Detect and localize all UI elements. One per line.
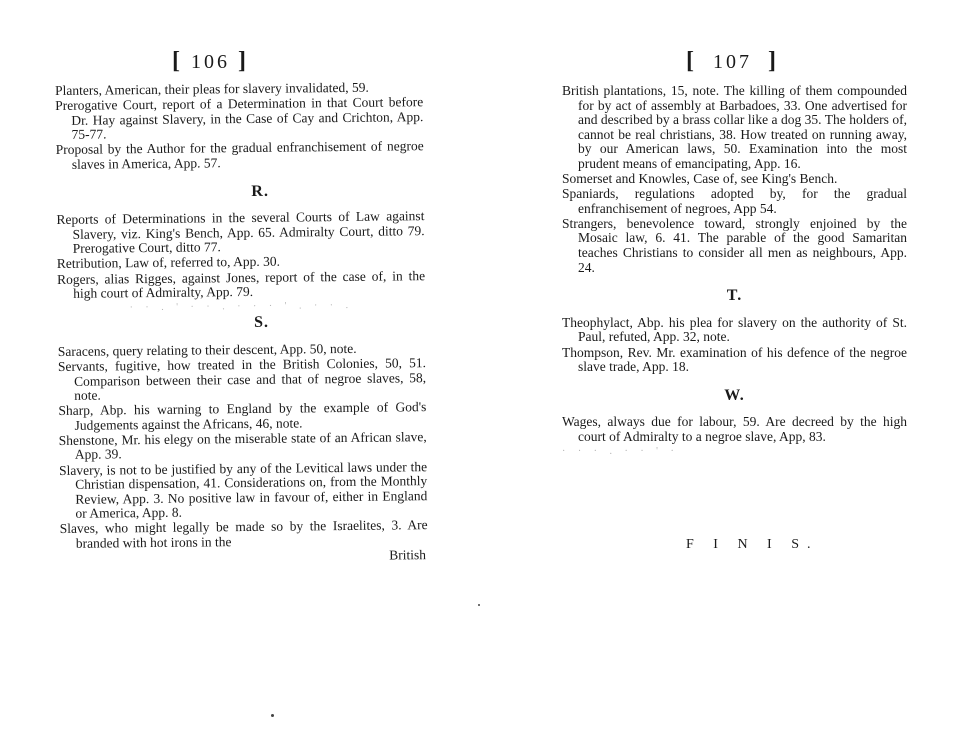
index-entry: Shenstone, Mr. his elegy on the miserable state of an African slave, App. 39. [58, 429, 427, 463]
index-entry: Spaniards, regulations adopted by, for the gradual enfranchisement of negroes, App 54. [562, 186, 907, 216]
index-entry: Thompson, Rev. Mr. examination of his defence of the negroe slave trade, App. 18. [562, 344, 907, 375]
index-entry: Strangers, benevolence toward, strongly enjoined by the Mosaic law, 6. 41. The parable of the good Samaritan teaches Christians to consider all men as neighbours, App. 24. [562, 215, 907, 275]
left-index-column [55, 80, 428, 567]
right-page-number: [ 107 ] [686, 48, 779, 74]
section-letter-r: R. [251, 182, 270, 200]
bleed-through-noise: · · · . · · ' · [562, 445, 679, 457]
index-entry: Saracens, query relating to their descent, App. 50, note. [57, 340, 357, 359]
index-entry: Reports of Determinations in the several Courts of Law against Slavery, viz. King's Bench, App. 65. Admiralty Court, ditto 79. Prerogative Court, ditto 77. [56, 208, 425, 257]
index-entry: Proposal by the Author for the gradual enfranchisement of negroe slaves in America, App. 57. [55, 138, 424, 172]
section-letter-t: T. [726, 287, 743, 305]
index-entry: Sharp, Abp. his warning to England by the example of God's Judgements against the Africans, 46, note. [58, 399, 427, 433]
ink-speck [478, 604, 480, 606]
right-index-column [562, 84, 907, 459]
bleed-through-noise: · · . ' · · . · · · ' . · · . [129, 300, 354, 314]
left-page-number-text: 106 [191, 51, 230, 73]
index-entry: Theophylact, Abp. his plea for slavery on the authority of St. Paul, refuted, App. 32, note. [562, 314, 907, 345]
index-entry: Planters, American, their pleas for slavery invalidated, 59. [54, 79, 369, 98]
index-entry: Wages, always due for labour, 59. Are decreed by the high court of Admiralty to a negroe slave, App, 83. [562, 414, 907, 444]
index-entry: Somerset and Knowles, Case of, see King's Bench. [562, 171, 838, 187]
index-entry: Slavery, is not to be justified by any of the Levitical laws under the Christian dispensation, 41. Considerations on, from the Monthly Review, App. 3. No positive law in favour of, either in England or America, App. 8. [58, 458, 428, 522]
right-page-number-text: 107 [713, 51, 752, 73]
index-entry: Retribution, Law of, referred to, App. 30. [56, 254, 281, 272]
catchword: British [389, 547, 427, 563]
left-page-number: [ 106 ] [172, 48, 249, 74]
section-letter-s: S. [253, 313, 270, 332]
index-entry: British plantations, 15, note. The killing of them compounded for by act of assembly at Barbadoes, 33. One advertised for and described by a brass collar like a dog 35. The holders of, cannot be real christians, 38. How treated on running away, by our American laws, 50. Examination into the most prudent means of emancipating, App. 16. [562, 83, 907, 171]
index-entry: Slaves, who might legally be made so by the Israelites, 3. Are branded with hot irons in the [59, 517, 428, 551]
index-entry: Servants, fugitive, how treated in the British Colonies, 50, 51. Comparison between their case and that of negroe slaves, 58, note. [57, 355, 427, 403]
index-entry: Rogers, alias Rigges, against Jones, report of the case of, in the high court of Admiralty, App. 79. [56, 267, 426, 301]
index-entry: Prerogative Court, report of a Determination in that Court before Dr. Hay against Slavery, in the Case of Cay and Crichton, App. 75-77. [55, 94, 424, 143]
ink-speck [271, 714, 274, 717]
finis-label: F I N I S. [686, 537, 819, 552]
section-letter-w: W. [724, 386, 745, 404]
right-page [490, 0, 980, 752]
